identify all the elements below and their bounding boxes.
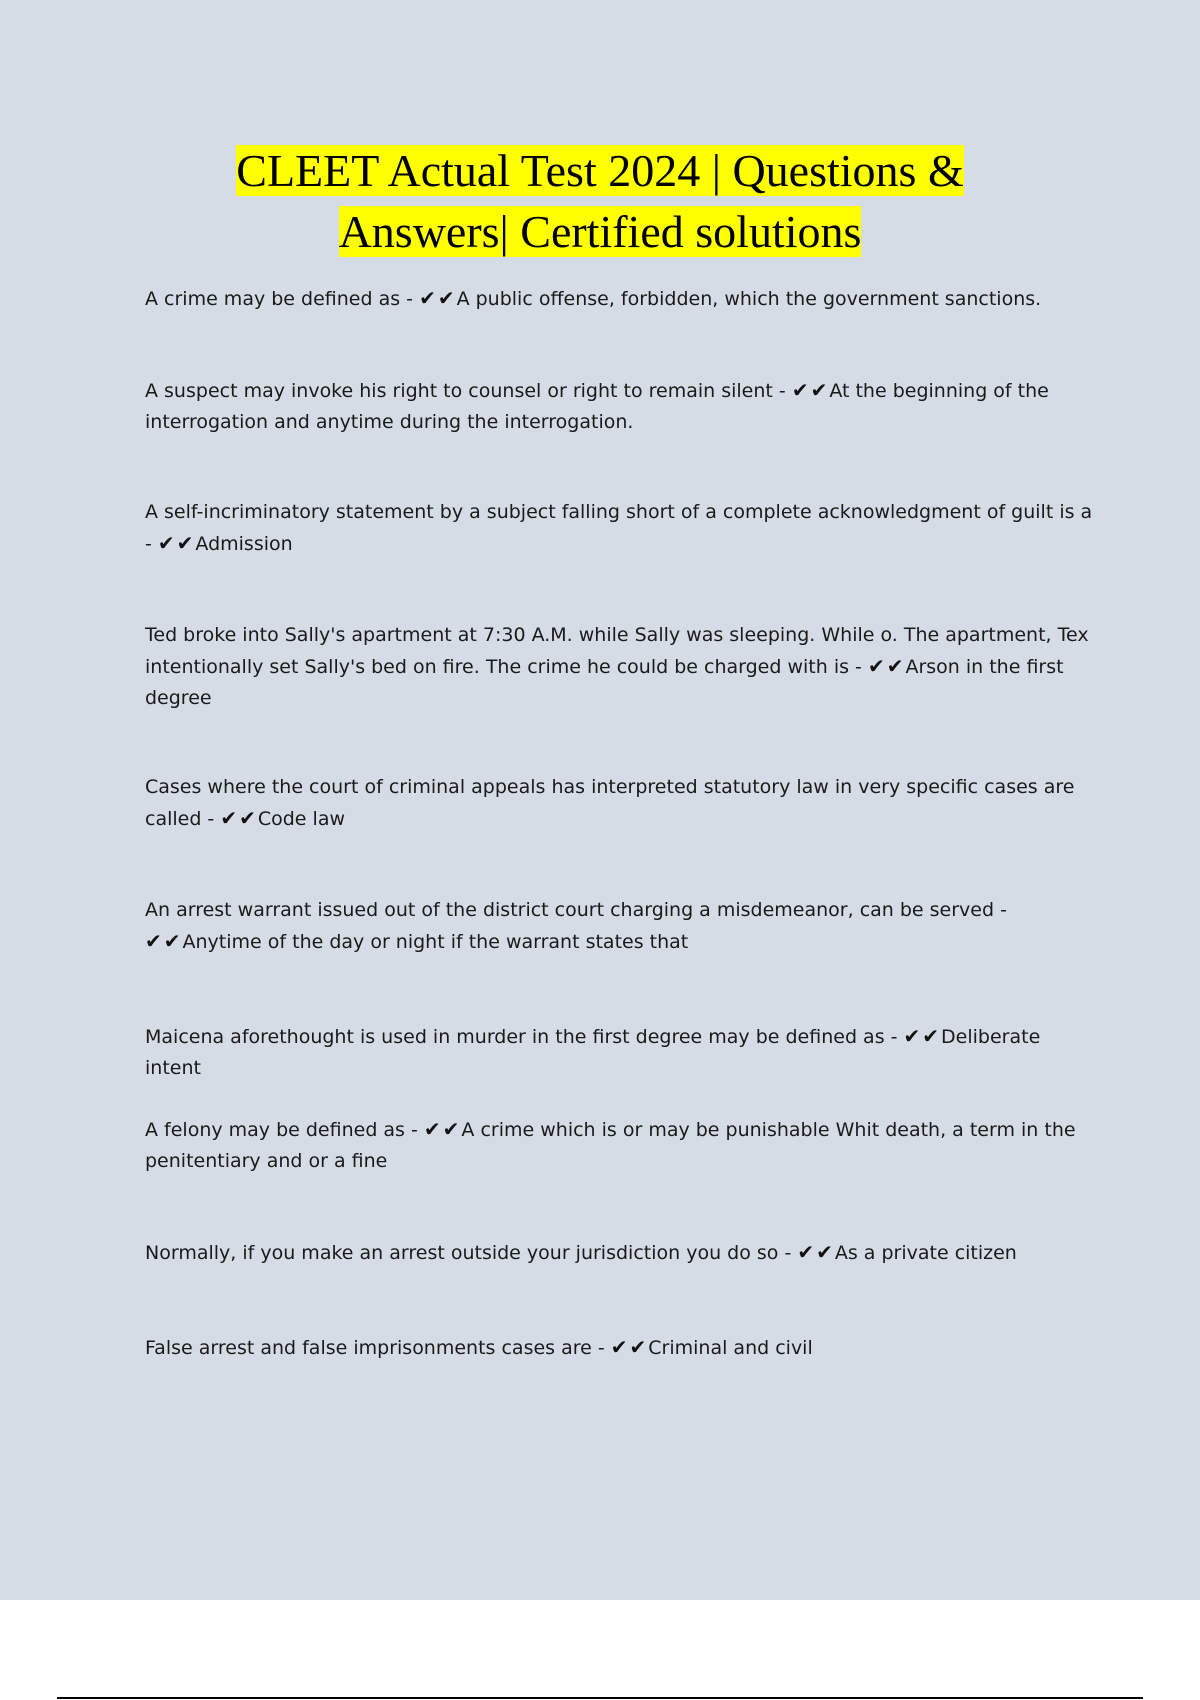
qa-item-2 <box>145 375 1095 438</box>
question-text: A felony may be defined as - <box>145 1119 424 1141</box>
answer-text: A crime which is or may be punishable Whit death, a term in the penitentiary and or a fine <box>145 1119 1076 1172</box>
qa-item-5 <box>145 772 1095 835</box>
check-icon: ✔✔ <box>791 378 830 402</box>
answer-text: Deliberate intent <box>145 1026 1041 1079</box>
answer-text: As a private citizen <box>834 1242 1017 1264</box>
answer-text: A public offense, forbidden, which the government sanctions. <box>456 288 1042 310</box>
answer-text: At the beginning of the interrogation and anytime during the interrogation. <box>145 380 1049 433</box>
title-line-2: Answers| Certified solutions <box>338 206 862 257</box>
check-icon: ✔✔ <box>610 1335 649 1359</box>
check-icon: ✔✔ <box>157 531 196 555</box>
check-icon: ✔✔ <box>419 286 457 310</box>
check-icon: ✔✔ <box>903 1024 942 1048</box>
qa-item-7 <box>145 1021 1095 1084</box>
answer-text: Admission <box>195 533 293 555</box>
answer-text: Code law <box>257 808 346 830</box>
answer-text: Arson in the first degree <box>145 656 1064 709</box>
check-icon: ✔✔ <box>423 1117 462 1141</box>
question-text: Ted broke into Sally's apartment at 7:30 A.M. while Sally was sleeping. While o. The apartment, Tex intentionally set Sally's bed on fire. The crime he could be charged with is - <box>145 624 1089 678</box>
question-text: A suspect may invoke his right to counsel or right to remain silent - <box>145 380 792 402</box>
qa-item-8 <box>145 1114 1095 1177</box>
title-line-1: CLEET Actual Test 2024 | Questions & <box>236 145 964 196</box>
document-title <box>0 140 1200 262</box>
question-text: False arrest and false imprisonments cases are - <box>145 1337 611 1359</box>
check-icon: ✔✔ <box>220 806 258 830</box>
question-text: Normally, if you make an arrest outside your jurisdiction you do so - <box>145 1242 798 1264</box>
check-icon: ✔✔ <box>867 654 906 678</box>
qa-item-10 <box>145 1332 1095 1364</box>
answer-text: Criminal and civil <box>648 1337 813 1359</box>
qa-item-1 <box>145 283 1095 315</box>
question-text: A crime may be defined as - <box>145 288 420 310</box>
footer-rule <box>57 1697 1143 1699</box>
check-icon: ✔✔ <box>145 929 183 953</box>
question-text: Cases where the court of criminal appeals has interpreted statutory law in very specific cases are called - <box>145 776 1075 830</box>
check-icon: ✔✔ <box>797 1240 835 1264</box>
qa-item-9 <box>145 1237 1095 1269</box>
question-text: Maicena aforethought is used in murder in the first degree may be defined as - <box>145 1026 904 1048</box>
answer-text: Anytime of the day or night if the warrant states that <box>182 931 689 953</box>
question-text: A self-incriminatory statement by a subject falling short of a complete acknowledgment of guilt is a - <box>145 501 1093 555</box>
question-text: An arrest warrant issued out of the district court charging a misdemeanor, can be served - <box>145 899 1007 921</box>
qa-item-3 <box>145 497 1095 560</box>
qa-item-4 <box>145 620 1095 714</box>
qa-item-6 <box>145 895 1095 958</box>
